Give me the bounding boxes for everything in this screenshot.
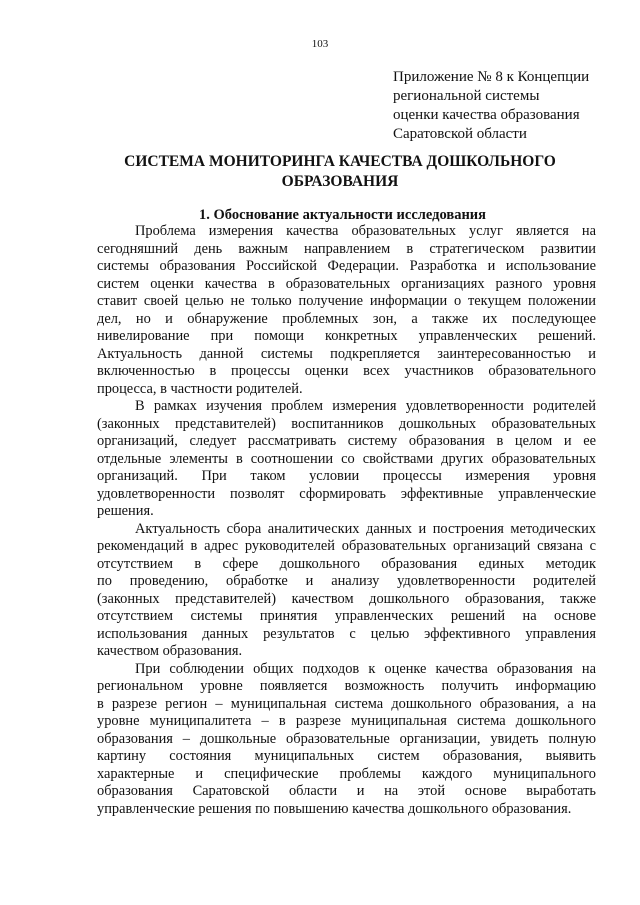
paragraph — [97, 521, 596, 661]
paragraph-line: Актуальность сбора аналитических данных и построения методических — [135, 520, 596, 537]
body-text — [97, 223, 596, 818]
paragraph-line: удовлетворенности позволят сформировать эффективные управленческие — [97, 485, 596, 502]
paragraph-line: При соблюдении общих подходов к оценке качества образования на — [135, 660, 596, 677]
paragraph-line: систем оценки качества в образовательных организациях разного уровня — [97, 275, 596, 292]
paragraph-line: нивелирование при помощи конкретных управленческих решений. — [97, 328, 596, 344]
paragraph-line: решения. — [97, 503, 154, 519]
paragraph-line: уровне муниципалитета – в разрезе муниципальная система дошкольного — [97, 713, 596, 729]
paragraph-line: характерные и специфические проблемы каждого муниципального — [97, 765, 596, 782]
paragraph-line: региональном уровне появляется возможность получить информацию — [97, 678, 596, 694]
page-number: 103 — [311, 38, 329, 50]
appendix-line: оценки качества образования — [393, 107, 580, 123]
paragraph-line: образования Саратовской области и на этой основе выработать — [97, 783, 596, 799]
paragraph-line: картину состояния муниципальных систем образования, выявить — [97, 748, 596, 764]
paragraph-line: включенностью в процессы оценки всех участников образовательного — [97, 363, 596, 379]
paragraph-line: рекомендаций в адрес руководителей образовательных организаций связана с — [97, 538, 596, 554]
document-title — [70, 152, 610, 192]
title-line: СИСТЕМА МОНИТОРИНГА КАЧЕСТВА ДОШКОЛЬНОГО — [124, 153, 556, 170]
paragraph-line: по проведению, обработке и анализу удовлетворенности родителей — [97, 573, 596, 589]
paragraph-line: процесса, в частности родителей. — [97, 380, 303, 397]
paragraph-line: управленческие решения по повышению качества дошкольного образования. — [97, 800, 572, 817]
paragraph-line: (законных представителей) качеством дошкольного образования, также — [97, 590, 596, 607]
appendix-line: региональной системы — [393, 88, 540, 104]
paragraph-line: сегодняшний день важным направлением в стратегическом развитии — [97, 240, 596, 257]
paragraph-line: качеством образования. — [97, 643, 243, 659]
paragraph — [97, 223, 596, 398]
paragraph-line: отсутствием системы принятия управленческих решений на основе — [97, 608, 596, 624]
paragraph-line: Проблема измерения качества образовательных услуг является на — [135, 223, 596, 239]
paragraph-line: системы образования Российской Федерации. Разработка и использование — [97, 258, 596, 274]
paragraph — [97, 661, 596, 819]
paragraph-line: (законных представителей) воспитанников дошкольных образовательных — [97, 415, 596, 432]
paragraph-line: образования – дошкольные образовательные организации, увидеть полную — [97, 730, 596, 747]
paragraph-line: отдельные элементы в соотношении со свойствами других образовательных — [97, 450, 596, 467]
paragraph-line: Актуальность данной системы подкрепляется заинтересованностью и — [97, 345, 596, 362]
title-line: ОБРАЗОВАНИЯ — [281, 173, 399, 190]
paragraph-line: организаций. При таком условии процессы измерения уровня — [97, 468, 596, 484]
paragraph-line: использования данных результатов с целью эффективного управления — [97, 625, 596, 642]
paragraph-line: В рамках изучения проблем измерения удовлетворенности родителей — [135, 398, 596, 414]
appendix-line: Приложение № 8 к Концепции — [393, 69, 590, 85]
paragraph-line: в разрезе регион – муниципальная система дошкольного образования, а на — [97, 695, 596, 712]
paragraph-line: отсутствием в сфере дошкольного образования единых методик — [97, 555, 596, 572]
paragraph-line: дел, но и обнаружение проблемных зон, а также их последующее — [97, 310, 596, 327]
paragraph-line: ставит своей целью не только получение информации о текущем положении — [97, 293, 596, 309]
appendix-line: Саратовской области — [393, 126, 527, 142]
appendix-note — [393, 68, 628, 144]
paragraph — [97, 398, 596, 521]
paragraph-line: организаций, следует рассматривать систему образования в целом и ее — [97, 433, 596, 449]
section-heading: 1. Обоснование актуальности исследования — [199, 207, 486, 223]
